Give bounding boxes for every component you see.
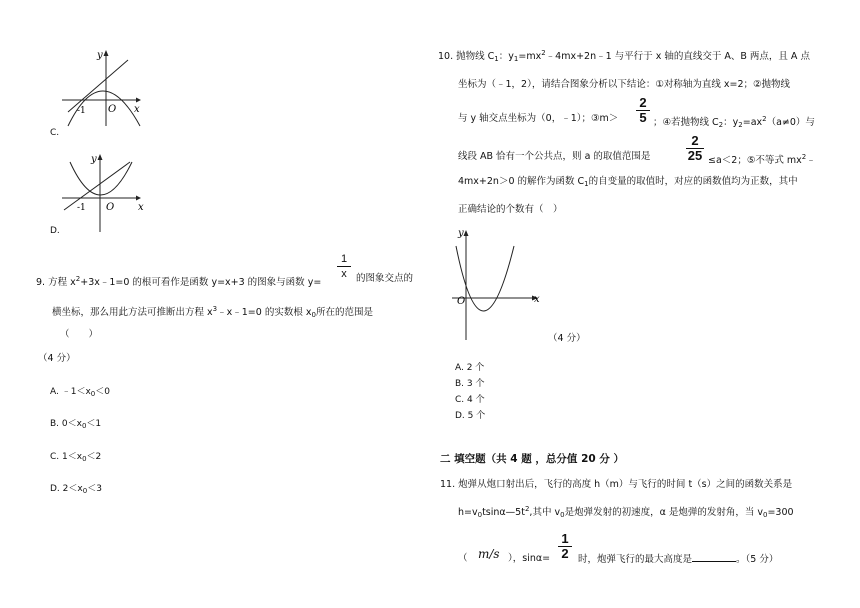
graph-c-y-label: y	[97, 50, 103, 61]
q11-unit: m/s	[478, 547, 500, 561]
graph-c	[60, 46, 150, 130]
q11-line2: $h=v_0tsin\alpha—5t^2$,其中 $v_0$是炮弹发射的初速度，α 是炮弹的发射角，当 $v_0=300$	[458, 505, 794, 519]
q9-option-a[interactable]: A. $﹣1<x_0<0$	[50, 387, 110, 398]
graph-d-y-label: y	[91, 154, 97, 165]
q10-line1: 10. 抛物线 $C_1$：$y_1=mx^2﹣4mx+2n﹣1$ 与平行于 x 轴的直线交于 A、B 两点，且 A 点	[438, 49, 810, 63]
q10-graph	[448, 224, 548, 344]
q10-number: 10.	[438, 51, 454, 62]
q9-line2: 横坐标，那么用此方法可推断出方程 $x^3﹣x﹣1=0$ 的实数根 $x_0$所在的范围是	[52, 305, 373, 319]
q10-line4-a: 线段 AB 恰有一个公共点，则 a 的取值范围是	[458, 151, 651, 162]
q10-graph-y-label: y	[458, 228, 464, 239]
graph-d-origin: O	[106, 202, 115, 213]
q9-option-d[interactable]: D. $2<x_0<3$	[50, 484, 102, 495]
q9-option-c[interactable]: C. $1<x_0<2$	[50, 452, 102, 463]
graph-d	[60, 150, 150, 234]
option-d-label: D.	[50, 226, 60, 236]
q10-line3-a: 与 y 轴交点坐标为（0，﹣1）；③m＞	[458, 113, 619, 124]
q11-line3-a: （	[458, 553, 468, 564]
q10-line4-b: ≤a＜2；⑤不等式 $mx^2﹣$	[708, 153, 816, 166]
q9-fraction: $\frac{1}{x}$	[337, 252, 351, 281]
graph-c-x-label: x	[134, 104, 140, 115]
graph-d-tick: -1	[77, 203, 86, 213]
q10-line6: 正确结论的个数有（ ）	[458, 204, 563, 215]
q11-fraction: $\frac{1}{2}$	[558, 532, 572, 561]
q10-line5: 4mx+2n＞0 的解作为函数 $C_1$的自变量的取值时，对应的函数值均为正数，其中	[458, 176, 798, 188]
q10-graph-x-label: x	[534, 294, 540, 305]
q10-score: （4 分）	[548, 333, 586, 344]
q10-fraction-1: $\frac{2}{5}$	[636, 96, 650, 125]
section-2-heading: 二 填空题（共 4 题 ，总分值 20 分 ）	[440, 453, 625, 465]
graph-c-origin: O	[108, 104, 117, 115]
graph-c-line	[68, 60, 128, 112]
q11-answer-blank[interactable]	[692, 552, 736, 562]
option-c-label: C.	[50, 128, 60, 138]
q9-line1: 9. 方程 $x^2+3x﹣1=0$ 的根可看作是函数 y=x+3 的图象与函数 y=	[36, 275, 322, 288]
q10-option-c[interactable]: C. 4 个	[455, 395, 485, 405]
q9-score: （4 分）	[38, 353, 76, 364]
q11-line1: 11. 炮弹从炮口射出后，飞行的高度 h（m）与飞行的时间 t（s）之间的函数关系是	[440, 479, 793, 490]
graph-d-x-label: x	[138, 202, 144, 213]
q9-line1-end: 的图象交点的	[356, 273, 414, 284]
q10-option-a[interactable]: A. 2 个	[455, 363, 485, 373]
q11-number: 11.	[440, 479, 456, 490]
q9-number: 9.	[36, 277, 46, 288]
q10-option-b[interactable]: B. 3 个	[455, 379, 485, 389]
q11-line3-b: ），sinα=	[508, 553, 551, 564]
q9-paren: （ ）	[60, 329, 99, 340]
q10-line2: 坐标为（﹣1，2），请结合图象分析以下结论：①对称轴为直线 x=2；②抛物线	[458, 79, 791, 90]
q11-line3-c: 时，炮弹飞行的最大高度是 。（5 分）	[578, 554, 779, 565]
graph-c-tick: -1	[77, 106, 86, 116]
q10-line3-b: ；④若抛物线 $C_2$：$y_2=ax^2(a\ne 0)$与	[653, 115, 815, 129]
q9-option-b[interactable]: B. $0<x_0<1$	[50, 419, 102, 430]
q10-option-d[interactable]: D. 5 个	[455, 411, 486, 421]
q10-fraction-2: $\frac{2}{25}$	[687, 133, 703, 163]
q10-graph-origin: O	[457, 296, 466, 307]
